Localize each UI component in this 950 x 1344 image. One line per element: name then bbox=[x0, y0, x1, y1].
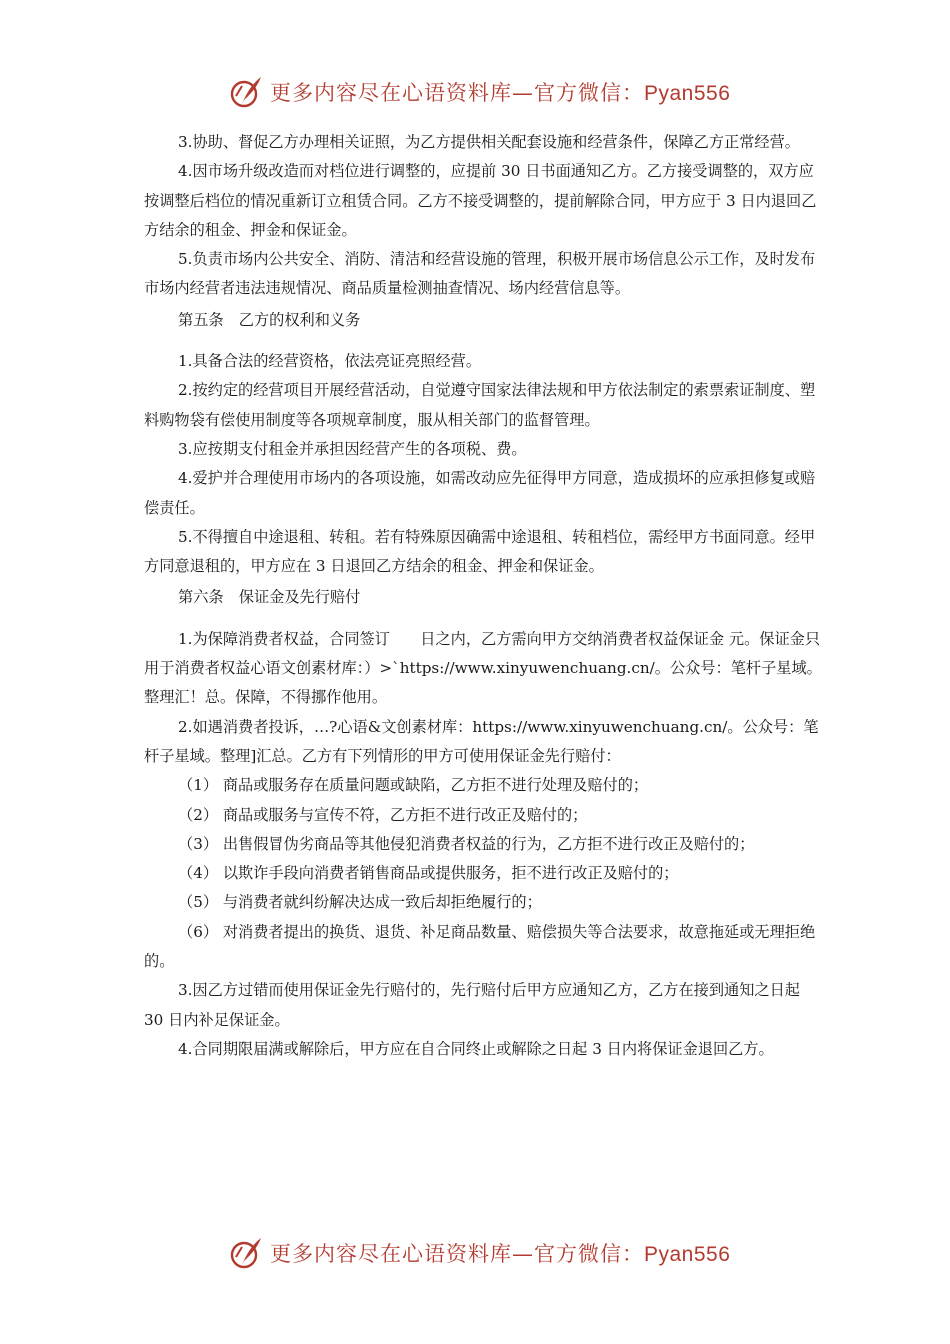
paragraph: 3.因乙方过错而使用保证金先行赔付的，先行赔付后甲方应通知乙方，乙方在接到通知之日起 30 日内补足保证金。 bbox=[144, 981, 800, 1029]
paragraph: 5.不得擅自中途退租、转租。若有特殊原因确需中途退租、转租档位，需经甲方书面同意。经甲方同意退租的，甲方应在 3 日退回乙方结余的租金、押金和保证金。 bbox=[144, 527, 816, 576]
header-banner bbox=[228, 72, 748, 112]
paragraph: 5.负责市场内公共安全、消防、清洁和经营设施的管理，积极开展市场信息公示工作，及时发布市场内经营者违法违规情况、商品质量检测抽查情况、场内经营信息等。 bbox=[144, 250, 816, 298]
list-item: （1） 商品或服务存在质量问题或缺陷，乙方拒不进行处理及赔付的； bbox=[178, 776, 649, 795]
paragraph: 4.因市场升级改造而对档位进行调整的，应提前 30 日书面通知乙方。乙方接受调整的，双方应按调整后档位的情况重新订立租赁合同。乙方不接受调整的，提前解除合同，甲方应于 3 日内退回乙方结余的租金、押金和保证金。 bbox=[144, 162, 817, 239]
article-heading-6: 第六条 保证金及先行赔付 bbox=[178, 588, 361, 607]
paragraph: 1.为保障消费者权益，合同签订 日之内，乙方需向甲方交纳消费者权益保证金 元。保证金只用于消费者权益心语文创素材库：）>`https://www.xinyuwenchuang.cn/。公众号：笔杆子星域。整理汇！总。保障，不得挪作他用。 bbox=[144, 629, 822, 707]
list-item: （6） 对消费者提出的换货、退货、补足商品数量、赔偿损失等合法要求，故意拖延或无理拒绝的。 bbox=[144, 922, 816, 971]
paragraph: 2.按约定的经营项目开展经营活动，自觉遵守国家法律法规和甲方依法制定的索票索证制度、塑料购物袋有偿使用制度等各项规章制度，服从相关部门的监督管理。 bbox=[144, 381, 816, 429]
banner-text: 更多内容尽在心语资料库—官方微信：Pyan556 bbox=[270, 1242, 731, 1266]
paragraph: 4.合同期限届满或解除后，甲方应在自合同终止或解除之日起 3 日内将保证金退回乙方。 bbox=[178, 1039, 774, 1058]
paragraph: 3.协助、督促乙方办理相关证照，为乙方提供相关配套设施和经营条件，保障乙方正常经营。 bbox=[178, 133, 800, 151]
paragraph: 2.如遇消费者投诉，…?心语&文创素材库：https://www.xinyuwenchuang.cn/。公众号：笔杆子星域。整理]汇总。乙方有下列情形的甲方可使用保证金先行赔付： bbox=[144, 717, 819, 765]
document-body bbox=[144, 128, 824, 1064]
paragraph: 4.爱护并合理使用市场内的各项设施，如需改动应先征得甲方同意，造成损坏的应承担修复或赔偿责任。 bbox=[144, 469, 816, 517]
banner-text: 更多内容尽在心语资料库—官方微信：Pyan556 bbox=[270, 81, 731, 105]
footer-banner bbox=[228, 1233, 748, 1273]
wechat-id: Pyan556 bbox=[644, 1243, 731, 1266]
paragraph: 1.具备合法的经营资格，依法亮证亮照经营。 bbox=[178, 352, 482, 371]
quill-logo-icon bbox=[228, 74, 264, 110]
list-item: （4） 以欺诈手段向消费者销售商品或提供服务，拒不进行改正及赔付的； bbox=[178, 864, 679, 883]
article-heading-5: 第五条 乙方的权利和义务 bbox=[178, 310, 361, 329]
list-item: （2） 商品或服务与宣传不符，乙方拒不进行改正及赔付的； bbox=[178, 805, 588, 824]
list-item: （3） 出售假冒伪劣商品等其他侵犯消费者权益的行为，乙方拒不进行改正及赔付的； bbox=[178, 834, 755, 853]
paragraph: 3.应按期支付租金并承担因经营产生的各项税、费。 bbox=[178, 439, 527, 458]
quill-logo-icon bbox=[228, 1235, 264, 1271]
list-item: （5） 与消费者就纠纷解决达成一致后却拒绝履行的； bbox=[178, 893, 542, 912]
wechat-id: Pyan556 bbox=[644, 82, 731, 105]
